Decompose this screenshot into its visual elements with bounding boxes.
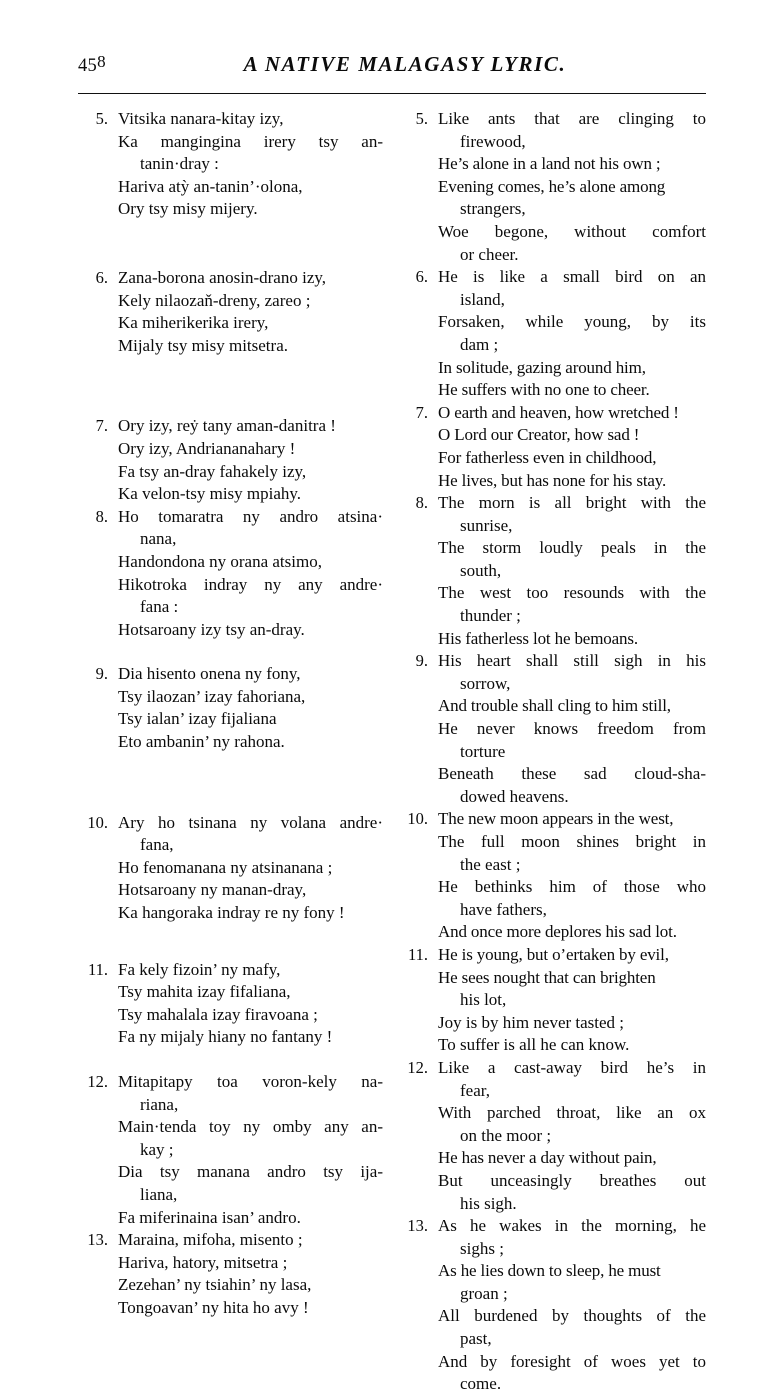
stanza-number: 10. xyxy=(87,812,108,832)
verse-line: He is young, but o’ertaken by evil, xyxy=(438,944,669,964)
verse-line: The west too resounds with the xyxy=(438,583,706,603)
stanza-gap xyxy=(78,754,383,812)
verse-line: For fatherless even in childhood, xyxy=(438,447,657,467)
stanza-number: 13. xyxy=(407,1216,428,1236)
verse-line: Dia hisento onena ny fony, xyxy=(118,664,301,684)
verse-line: He sees nought that can brighten xyxy=(438,967,656,987)
stanza-gap xyxy=(78,357,383,415)
verse-line: Forsaken, while young, by its xyxy=(438,312,706,332)
verse-line: Ho fenomanana ny atsinanana ; xyxy=(118,857,333,877)
running-title: A NATIVE MALAGASY LYRIC. xyxy=(243,52,567,76)
stanza-number: 7. xyxy=(95,416,108,436)
stanza-lines xyxy=(438,1057,706,1215)
verse-line: He lives, but has none for his stay. xyxy=(438,470,667,490)
verse-line: Beneath these sad cloud-sha- xyxy=(438,764,706,784)
stanza-lines xyxy=(118,415,383,505)
stanza xyxy=(78,506,383,642)
verse-line: Vitsika nanara-kitay izy, xyxy=(118,109,284,128)
verse-line: Hariva atỳ an-tanin’·olona, xyxy=(118,176,303,196)
verse-line: dowed heavens. xyxy=(460,786,569,806)
stanza xyxy=(78,812,383,925)
stanza xyxy=(398,1057,706,1215)
verse-line: He’s alone in a land not his own ; xyxy=(438,154,661,174)
verse-line: Ka velon-tsy misy mpiahy. xyxy=(118,484,302,504)
stanza-lines xyxy=(118,506,383,642)
verse-line: nana, xyxy=(140,529,177,549)
verse-line: groan ; xyxy=(460,1283,508,1303)
stanza-lines xyxy=(118,1071,383,1229)
verse-line: Dia tsy manana andro tsy ija- xyxy=(118,1162,383,1182)
verse-line: In solitude, gazing around him, xyxy=(438,357,646,377)
stanza-number: 6. xyxy=(95,267,108,287)
verse-line: sunrise, xyxy=(460,515,513,535)
stanza-number: 13. xyxy=(87,1230,108,1250)
verse-line: Eto ambanin’ ny rahona. xyxy=(118,732,285,752)
verse-line: His fatherless lot he bemoans. xyxy=(438,628,638,648)
stanza-lines xyxy=(438,1215,706,1396)
verse-line: And by foresight of woes yet to xyxy=(438,1351,706,1371)
stanza-lines xyxy=(438,650,706,808)
stanza-lines xyxy=(118,1229,383,1319)
verse-line: O earth and heaven, how wretched ! xyxy=(438,402,679,422)
stanza xyxy=(398,402,706,492)
stanza xyxy=(78,663,383,753)
verse-line: Mitapitapy toa voron-kely na- xyxy=(118,1072,383,1091)
verse-line: The morn is all bright with the xyxy=(438,493,706,513)
stanza-number: 12. xyxy=(87,1072,108,1091)
verse-line: Fa miferinaina isan’ andro. xyxy=(118,1207,301,1227)
verse-line: The storm loudly peals in the xyxy=(438,538,706,558)
stanza-gap xyxy=(78,925,383,959)
verse-line: kay ; xyxy=(140,1139,174,1159)
verse-line: But unceasingly breathes out xyxy=(438,1170,706,1190)
verse-line: Maraina, mifoha, misento ; xyxy=(118,1230,303,1250)
verse-line: have fathers, xyxy=(460,899,547,919)
verse-line: Hotsaroany ny manan-dray, xyxy=(118,880,307,900)
verse-line: Tsy mahita izay fifaliana, xyxy=(118,982,291,1002)
stanza xyxy=(398,266,706,402)
verse-line: And once more deplores his sad lot. xyxy=(438,922,677,942)
stanza-lines xyxy=(438,108,706,266)
verse-line: Fa ny mijaly hiany no fantany ! xyxy=(118,1027,333,1047)
verse-line: He is like a small bird on an xyxy=(438,267,706,287)
verse-line: Mijaly tsy misy mitsetra. xyxy=(118,335,288,355)
stanza-lines xyxy=(438,266,706,402)
verse-line: The full moon shines bright in xyxy=(438,832,706,851)
verse-line: With parched throat, like an ox xyxy=(438,1103,706,1123)
verse-line: His heart shall still sigh in his xyxy=(438,651,706,671)
verse-line: He never knows freedom from xyxy=(438,719,706,739)
stanza-number: 8. xyxy=(95,506,108,526)
verse-line: Fa kely fizoin’ ny mafy, xyxy=(118,959,281,979)
verse-line: Tongoavan’ ny hita ho avy ! xyxy=(118,1297,309,1317)
verse-line: Hotsaroany izy tsy an-dray. xyxy=(118,619,305,639)
stanza xyxy=(398,1215,706,1396)
verse-line: Ka mangingina irery tsy an- xyxy=(118,131,383,151)
verse-line: Tsy ialan’ izay fijaliana xyxy=(118,709,277,729)
verse-line: sorrow, xyxy=(460,673,511,693)
stanza xyxy=(78,108,383,221)
verse-line: on the moor ; xyxy=(460,1125,552,1145)
verse-line: As he wakes in the morning, he xyxy=(438,1216,706,1236)
verse-line: or cheer. xyxy=(460,244,519,264)
stanza xyxy=(398,650,706,808)
verse-line: riana, xyxy=(140,1094,179,1114)
verse-line: Ory tsy misy mijery. xyxy=(118,199,258,219)
column-malagasy xyxy=(78,108,383,1320)
verse-line: fana, xyxy=(140,835,174,855)
verse-line: his lot, xyxy=(460,990,507,1010)
verse-line: firewood, xyxy=(460,131,526,151)
verse-line: liana, xyxy=(140,1184,178,1204)
verse-line: Zana-borona anosin-drano izy, xyxy=(118,267,327,287)
verse-line: torture xyxy=(460,741,506,761)
verse-line: All burdened by thoughts of the xyxy=(438,1306,706,1326)
verse-line: thunder ; xyxy=(460,606,521,626)
stanza-number: 7. xyxy=(415,402,428,422)
stanza-number: 5. xyxy=(95,109,108,128)
verse-line: fana : xyxy=(140,597,179,617)
verse-line: island, xyxy=(460,289,505,309)
stanza-lines xyxy=(438,492,706,650)
verse-line: the east ; xyxy=(460,854,521,874)
stanza-number: 6. xyxy=(415,267,428,287)
verse-line: past, xyxy=(460,1329,492,1349)
stanza-lines xyxy=(118,959,383,1049)
stanza-number: 12. xyxy=(407,1057,428,1077)
verse-line: Hikotroka indray ny any andre· xyxy=(118,574,383,594)
stanza-number: 9. xyxy=(415,651,428,671)
verse-line: Kely nilaozaň-dreny, zareo ; xyxy=(118,290,311,310)
stanza-lines xyxy=(438,402,706,492)
page-number-trail: 8 xyxy=(97,52,106,71)
verse-line: Ho tomaratra ny andro atsina· xyxy=(118,506,383,526)
stanza-gap xyxy=(78,1049,383,1071)
verse-line: To suffer is all he can know. xyxy=(438,1035,630,1055)
stanza xyxy=(78,267,383,357)
stanza-number: 8. xyxy=(415,493,428,513)
stanza xyxy=(398,808,706,944)
verse-line: The new moon appears in the west, xyxy=(438,809,674,829)
verse-line: Fa tsy an-dray fahakely izy, xyxy=(118,461,307,481)
verse-line: Ory izy, Andriananahary ! xyxy=(118,438,296,458)
verse-line: As he lies down to sleep, he must xyxy=(438,1261,661,1281)
verse-line: Like a cast-away bird he’s in xyxy=(438,1057,706,1077)
verse-line: And trouble shall cling to him still, xyxy=(438,696,671,716)
verse-line: Ka miherikerika irery, xyxy=(118,313,269,333)
verse-line: Woe begone, without comfort xyxy=(438,221,706,241)
verse-line: fear, xyxy=(460,1080,490,1100)
verse-line: Tsy mahalala izay firavoana ; xyxy=(118,1004,318,1024)
stanza-lines xyxy=(438,808,706,944)
stanza-lines xyxy=(118,663,383,753)
header-rule xyxy=(78,93,706,94)
stanza-lines xyxy=(438,944,706,1057)
column-english xyxy=(398,108,706,1396)
stanza xyxy=(78,1229,383,1319)
verse-line: Hariva, hatory, mitsetra ; xyxy=(118,1252,288,1272)
stanza-lines xyxy=(118,812,383,925)
stanza-number: 11. xyxy=(87,959,108,979)
verse-line: He has never a day without pain, xyxy=(438,1148,657,1168)
stanza-lines xyxy=(118,108,383,221)
stanza-gap xyxy=(78,641,383,663)
verse-line: dam ; xyxy=(460,334,499,354)
verse-line: O Lord our Creator, how sad ! xyxy=(438,425,640,445)
verse-line: Ary ho tsinana ny volana andre· xyxy=(118,812,383,832)
stanza-lines xyxy=(118,267,383,357)
verse-line: tanin·dray : xyxy=(140,154,219,174)
verse-line: He suffers with no one to cheer. xyxy=(438,380,650,400)
verse-line: Joy is by him never tasted ; xyxy=(438,1012,625,1032)
verse-line: He bethinks him of those who xyxy=(438,877,706,897)
stanza-number: 9. xyxy=(95,664,108,684)
verse-line: Ory izy, reẏ tany aman-danitra ! xyxy=(118,416,336,436)
stanza-number: 5. xyxy=(415,109,428,128)
stanza-number: 10. xyxy=(407,809,428,829)
page-number-lead: 45 xyxy=(78,56,98,76)
stanza xyxy=(398,492,706,650)
verse-line: his sigh. xyxy=(460,1193,517,1213)
verse-line: Tsy ilaozan’ izay fahoriana, xyxy=(118,686,306,706)
verse-line: come. xyxy=(460,1374,502,1394)
verse-line: Ka hangoraka indray re ny fony ! xyxy=(118,903,345,923)
verse-line: Zezehan’ ny tsiahin’ ny lasa, xyxy=(118,1275,312,1295)
verse-line: Evening comes, he’s alone among xyxy=(438,176,666,196)
verse-line: strangers, xyxy=(460,199,526,219)
verse-line: sighs ; xyxy=(460,1238,504,1258)
verse-line: Main·tenda toy ny omby any an- xyxy=(118,1117,383,1137)
stanza xyxy=(78,415,383,505)
verse-line: Like ants that are clinging to xyxy=(438,109,706,128)
stanza xyxy=(398,944,706,1057)
verse-line: Handondona ny orana atsimo, xyxy=(118,551,322,571)
stanza-gap xyxy=(78,221,383,267)
verse-line: south, xyxy=(460,560,502,580)
stanza xyxy=(78,1071,383,1229)
stanza xyxy=(78,959,383,1049)
running-head xyxy=(78,52,706,82)
stanza-number: 11. xyxy=(407,944,428,964)
stanza xyxy=(398,108,706,266)
